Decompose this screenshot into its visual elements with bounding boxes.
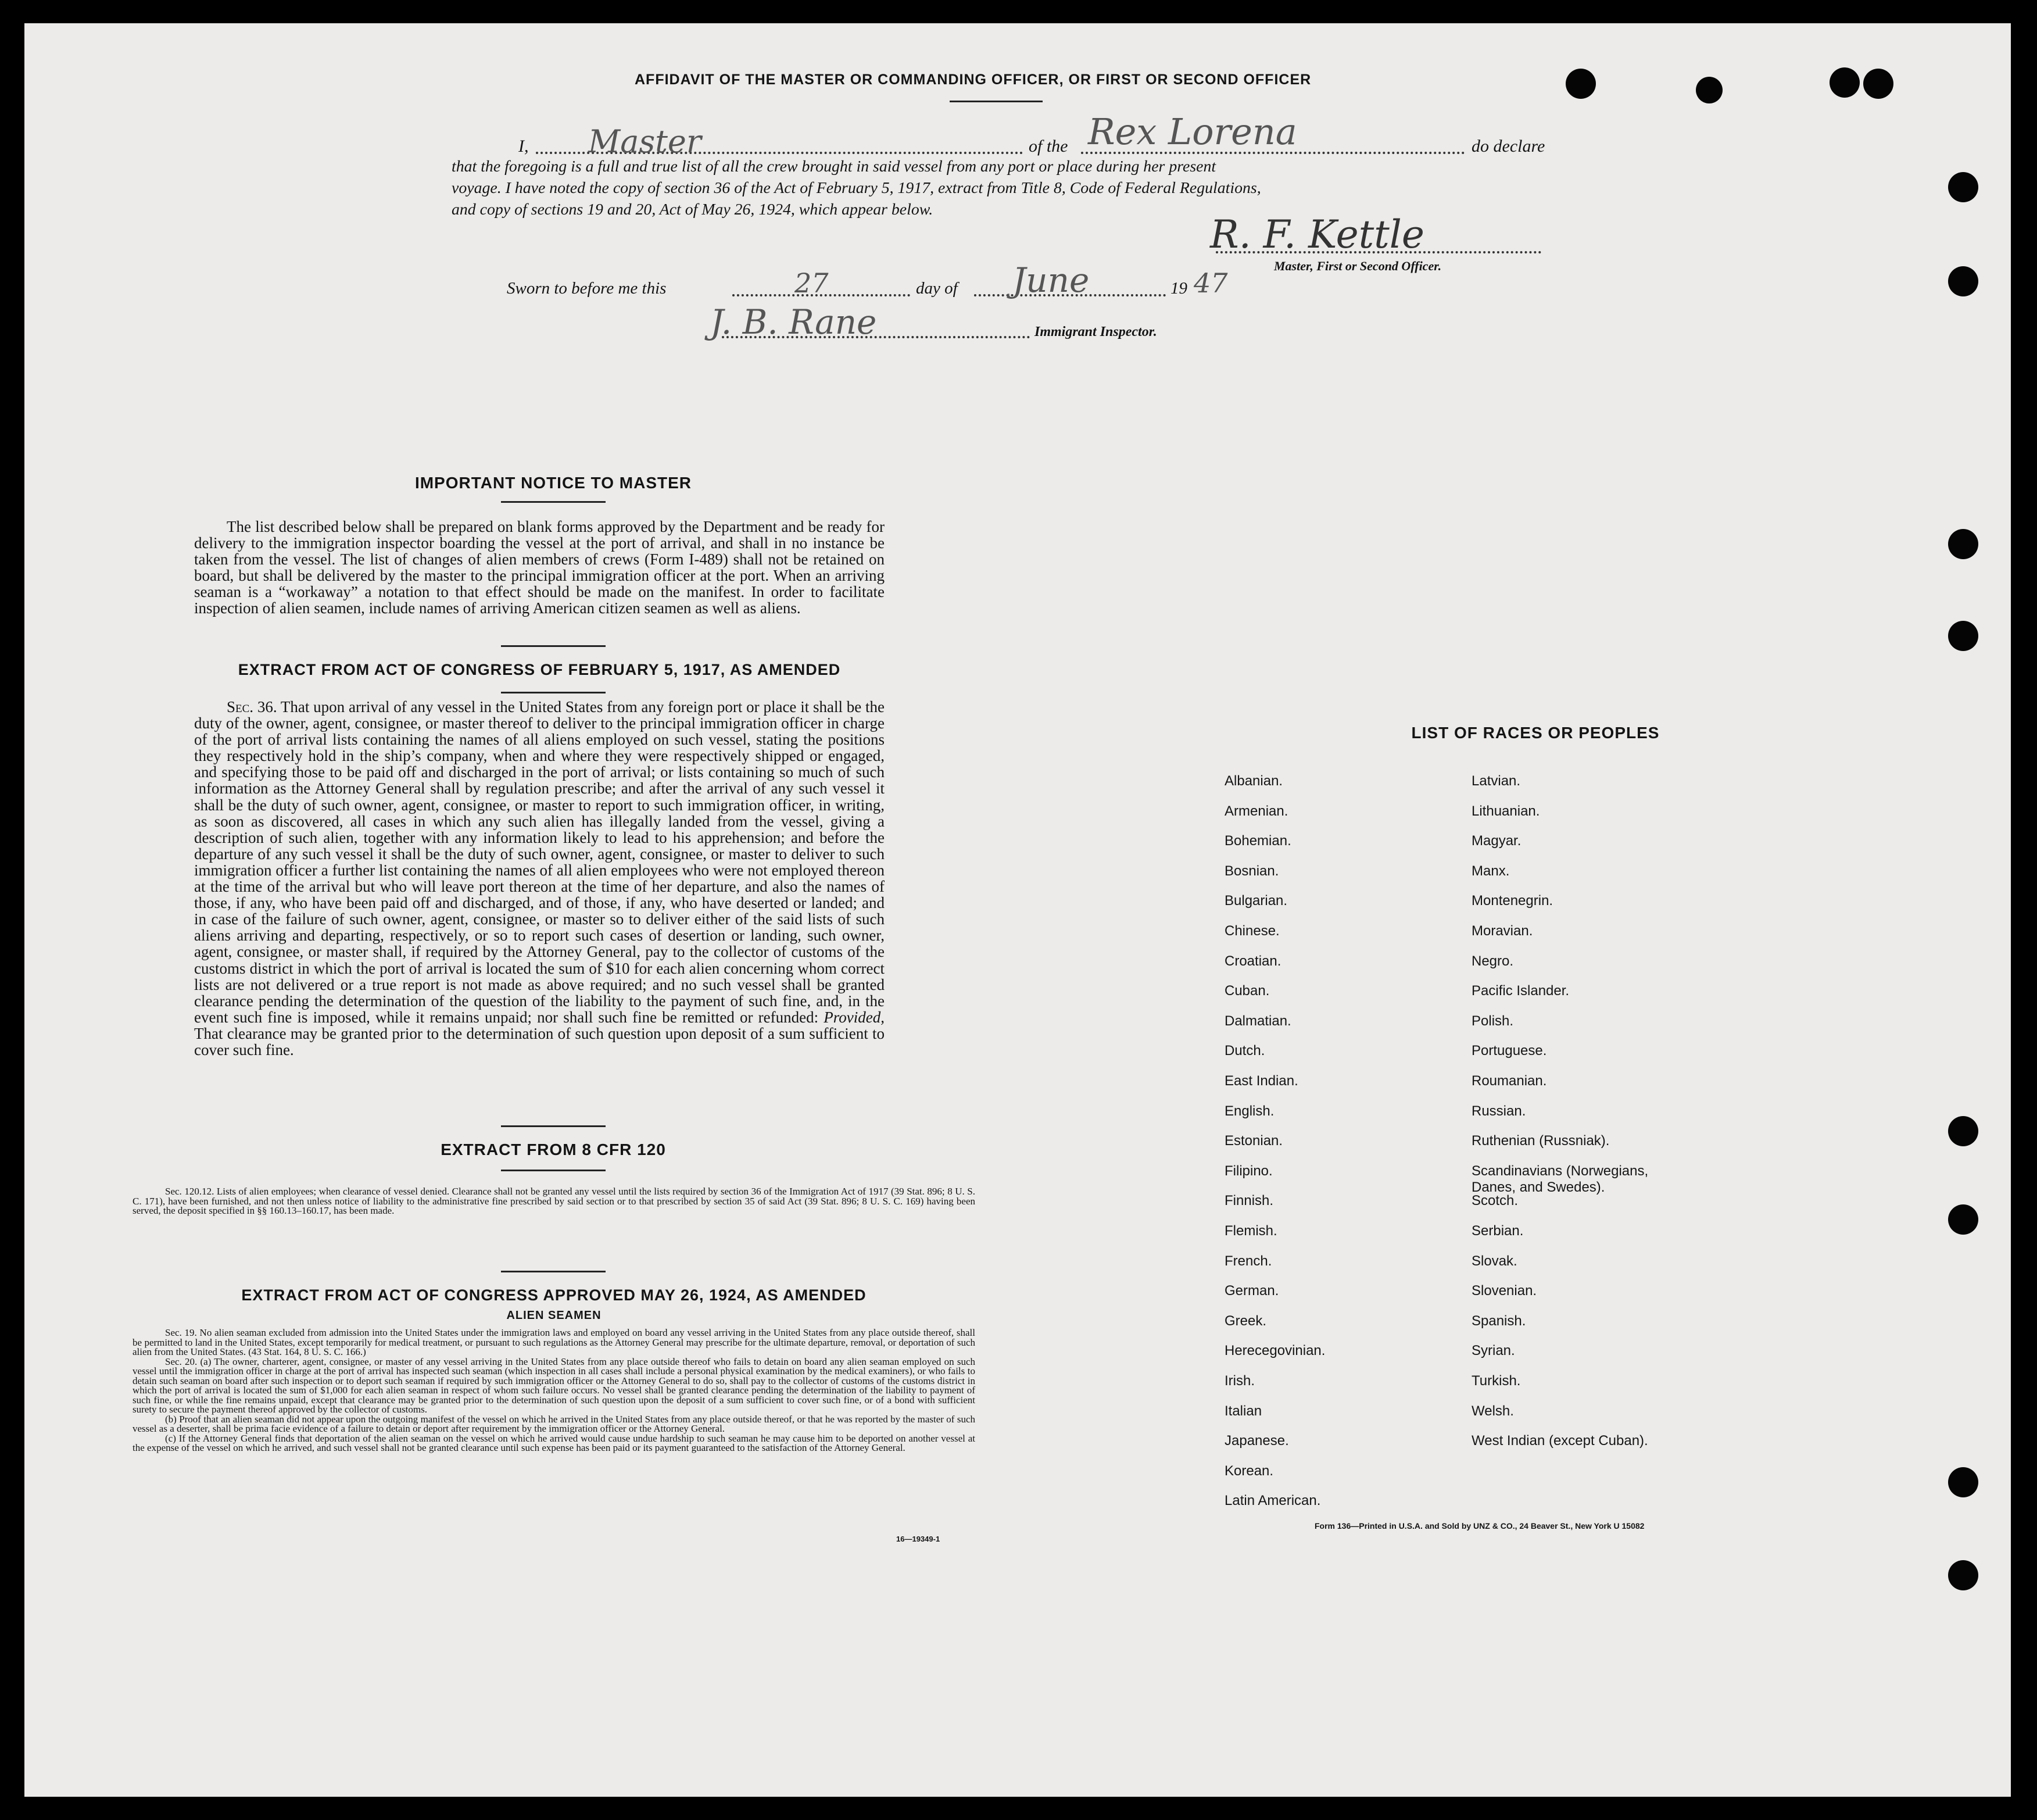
- race-item: Italian: [1225, 1403, 1262, 1419]
- race-item: Croatian.: [1225, 953, 1281, 969]
- race-item: Russian.: [1472, 1103, 1526, 1119]
- day-of-label: day of: [916, 279, 958, 298]
- race-item: Finnish.: [1225, 1193, 1274, 1209]
- separator-rule-2: [501, 1125, 606, 1127]
- punch-hole: [1863, 69, 1893, 99]
- affidavit-line-2: that the foregoing is a full and true list of all the crew brought in said vessel from any port or place during her present: [452, 158, 1216, 176]
- sec-36-label: Sec. 36.: [227, 698, 277, 716]
- race-item: Montenegrin.: [1472, 893, 1553, 909]
- race-item: Magyar.: [1472, 833, 1522, 849]
- of-the-label: of the: [1029, 137, 1068, 156]
- form-footer: Form 136—Printed in U.S.A. and Sold by UNZ & CO., 24 Beaver St., New York U 15082: [1315, 1521, 1645, 1531]
- race-item: Danes, and Swedes).: [1472, 1179, 1605, 1195]
- extract-1924-title: EXTRACT FROM ACT OF CONGRESS APPROVED MAY 26, 1924, AS AMENDED: [241, 1286, 867, 1304]
- punch-hole: [1948, 1116, 1978, 1146]
- punch-hole: [1948, 172, 1978, 202]
- punch-hole: [1696, 77, 1723, 103]
- race-item: Lithuanian.: [1472, 803, 1540, 819]
- affidavit-line-3: voyage. I have noted the copy of section 36 of the Act of February 5, 1917, extract from Title 8, Code of Federal Regulations,: [452, 179, 1261, 197]
- race-item: Bosnian.: [1225, 863, 1279, 879]
- race-item: Dalmatian.: [1225, 1013, 1291, 1029]
- punch-hole: [1948, 529, 1978, 559]
- sec-20c-text: (c) If the Attorney General finds that deportation of the alien seaman on the vessel on which he arrived would cause undue hardship to such seaman he may cause him to be deported on another vessel at the expense of the vessel on which he arrived, and such vessel shall not be granted clearance until such expense has been paid or its payment guaranteed to the satisfaction of the Attorney General.: [133, 1432, 975, 1453]
- race-item: Albanian.: [1225, 773, 1283, 789]
- notice-title: IMPORTANT NOTICE TO MASTER: [414, 474, 692, 492]
- form-code: 16—19349-1: [896, 1535, 940, 1543]
- race-item: Herecegovinian.: [1225, 1343, 1326, 1359]
- vessel-handwritten: Rex Lorena: [1088, 110, 1297, 153]
- race-item: Latin American.: [1225, 1493, 1321, 1509]
- month-handwritten: June: [1012, 260, 1090, 300]
- race-item: Roumanian.: [1472, 1073, 1547, 1089]
- separator-rule-1: [501, 645, 606, 647]
- form-sheet: [24, 23, 2011, 1797]
- race-item: Flemish.: [1225, 1223, 1277, 1239]
- cfr-text: Sec. 120.12. Lists of alien employees; when clearance of vessel denied. Clearance shall not be granted any vessel until the lists required by section 36 of the Immigration Act of 1917 (39 Stat. 896; 8 U. S. C. 171), have been furnished, and not then unless notice of liability to the administrative fine prescribed by said section or to that prescribed by section 35 of said Act (39 Stat. 896; 8 U. S. C. 169) having been served, the deposit specified in §§ 160.13–160.17, has been made.: [133, 1186, 975, 1216]
- race-item: Turkish.: [1472, 1373, 1521, 1389]
- sec-20b-text: (b) Proof that an alien seaman did not appear upon the outgoing manifest of the vessel on which he arrived in the United States from any place outside thereof, or that he was reported by the master of such vessel as a deserter, shall be prima facie evidence of a failure to detain or deport after requirement by the immigration officer or the Attorney General.: [133, 1413, 975, 1434]
- affidavit-title: AFFIDAVIT OF THE MASTER OR COMMANDING OFFICER, OR FIRST OR SECOND OFFICER: [635, 71, 1312, 88]
- race-item: Dutch.: [1225, 1043, 1265, 1059]
- master-label: Master, First or Second Officer.: [1274, 259, 1442, 273]
- race-item: Japanese.: [1225, 1433, 1289, 1449]
- separator-rule-3: [501, 1271, 606, 1272]
- races-title: LIST OF RACES OR PEOPLES: [1411, 724, 1660, 742]
- race-item: Estonian.: [1225, 1133, 1283, 1149]
- extract-1917-rule: [501, 692, 606, 693]
- race-item: Filipino.: [1225, 1163, 1273, 1179]
- master-signature: R. F. Kettle: [1210, 212, 1424, 257]
- punch-hole: [1948, 266, 1978, 296]
- race-item: West Indian (except Cuban).: [1472, 1433, 1648, 1449]
- race-item: Welsh.: [1472, 1403, 1514, 1419]
- race-item: Slovenian.: [1472, 1283, 1537, 1299]
- race-item: Chinese.: [1225, 923, 1280, 939]
- race-item: Ruthenian (Russniak).: [1472, 1133, 1610, 1149]
- day-handwritten: 27: [794, 267, 829, 299]
- punch-hole: [1948, 1204, 1978, 1235]
- year-prefix: 19: [1170, 279, 1187, 298]
- sec-36-text: Sec. 36. That upon arrival of any vessel in the United States from any foreign port or place it shall be the duty of the owner, agent, consignee, or master thereof to deliver to the principal immigration officer in charge of the port of arrival lists containing the names of all aliens employed on such vessel, stating the positions they respectively hold in the ship’s company, when and where they were respectively shipped or engaged, and specifying those to be paid off and discharged in the port of arrival; or lists containing so much of such information as the Attorney General shall by regulation prescribe; and after the arrival of any such vessel it shall be the duty of such owner, agent, consignee, or master to report to such immigration officer, in writing, as soon as discovered, all cases in which any such alien has illegally landed from the vessel, giving a description of such alien, together with any information likely to lead to his apprehension; and before the departure of any such vessel it shall be the duty of such owner, agent, consignee, or master to deliver to such immigration officer a further list containing the names of all alien employees who were not employed thereon at the time of the arrival but who will leave port thereon at the time of her departure, and also the names of those, if any, who have been paid off and discharged, and of those, if any, who have deserted or landed; and in case of the failure of such owner, agent, consignee, or master so to deliver either of the said lists of such aliens arriving and departing, respectively, or so to report such cases of desertion or landing, such owner, agent, consignee, or master shall, if required by the Attorney General, pay to the collector of customs of the customs district in which the port of arrival is located the sum of $10 for each alien concerning whom correct lists are not delivered or a true report is not made as above required; and no such vessel shall be granted clearance pending the determination of the question of the liability to the payment of such fine, and, in the event such fine is imposed, while it remains unpaid; nor shall such fine be remitted or refunded: Provided, That clearance may be granted prior to the determination of such question upon deposit of a sum sufficient to cover such fine.: [194, 698, 885, 1059]
- inspector-signature: J. B. Rane: [710, 302, 877, 342]
- extract-1917-title: EXTRACT FROM ACT OF CONGRESS OF FEBRUARY 5, 1917, AS AMENDED: [238, 661, 841, 678]
- inspector-line: [722, 336, 1030, 338]
- race-item: Scotch.: [1472, 1193, 1519, 1209]
- race-item: Bohemian.: [1225, 833, 1291, 849]
- race-item: Negro.: [1472, 953, 1514, 969]
- i-label: I,: [518, 137, 529, 156]
- sworn-label: Sworn to before me this: [507, 279, 667, 298]
- race-item: Portuguese.: [1472, 1043, 1547, 1059]
- extract-1924-text: [133, 1328, 975, 1453]
- inspector-label: Immigrant Inspector.: [1034, 324, 1157, 339]
- race-item: Bulgarian.: [1225, 893, 1288, 909]
- race-item: Spanish.: [1472, 1313, 1526, 1329]
- signature-line: [1216, 251, 1541, 253]
- race-item: Scandinavians (Norwegians,: [1472, 1163, 1649, 1179]
- cfr-title: EXTRACT FROM 8 CFR 120: [441, 1140, 666, 1158]
- punch-hole: [1948, 1560, 1978, 1590]
- race-item: Latvian.: [1472, 773, 1521, 789]
- affidavit-line-4: and copy of sections 19 and 20, Act of May 26, 1924, which appear below.: [452, 201, 933, 219]
- race-item: English.: [1225, 1103, 1275, 1119]
- race-item: Manx.: [1472, 863, 1510, 879]
- punch-hole: [1948, 621, 1978, 651]
- race-item: Serbian.: [1472, 1223, 1524, 1239]
- punch-hole: [1566, 69, 1596, 99]
- notice-text: The list described below shall be prepared on blank forms approved by the Department and be ready for delivery to the immigration inspector boarding the vessel at the port of arrival, and shall in no instance be taken from the vessel. The list of changes of alien members of crews (Form I-489) shall not be retained on board, but shall be delivered by the master to the principal immigration officer at the port. When an arriving seaman is a “workaway” a notation to that effect should be made on the manifest. In order to facilitate inspection of alien seamen, include names of arriving American citizen seamen as well as aliens.: [194, 518, 885, 617]
- master-handwritten: Master: [588, 123, 701, 160]
- race-item: Polish.: [1472, 1013, 1514, 1029]
- punch-hole: [1948, 1467, 1978, 1497]
- do-declare-label: do declare: [1472, 137, 1545, 156]
- race-item: Syrian.: [1472, 1343, 1515, 1359]
- title-rule: [950, 101, 1043, 102]
- sec-19-text: Sec. 19. No alien seaman excluded from admission into the United States under the immigration laws and employed on board any vessel arriving in the United States from any place outside thereof, shall be permitted to land in the United States, except temporarily for medical treatment, or pursuant to such regulations as the Attorney General may prescribe for the ultimate departure, removal, or deportation of such alien from the United States. (43 Stat. 164, 8 U. S. C. 166.): [133, 1327, 975, 1357]
- cfr-rule: [501, 1170, 606, 1171]
- race-item: East Indian.: [1225, 1073, 1298, 1089]
- race-item: Armenian.: [1225, 803, 1288, 819]
- race-item: Moravian.: [1472, 923, 1533, 939]
- year-handwritten: 47: [1194, 267, 1228, 299]
- notice-rule: [501, 501, 606, 503]
- race-item: Pacific Islander.: [1472, 983, 1570, 999]
- race-item: Korean.: [1225, 1463, 1274, 1479]
- race-item: Slovak.: [1472, 1253, 1517, 1269]
- alien-seamen-subtitle: ALIEN SEAMEN: [506, 1309, 602, 1322]
- race-item: Irish.: [1225, 1373, 1255, 1389]
- race-item: Cuban.: [1225, 983, 1270, 999]
- sec-20a-text: Sec. 20. (a) The owner, charterer, agent, consignee, or master of any vessel arriving in the United States from any place outside thereof who fails to detain on board any alien seaman employed on such vessel until the immigration officer in charge at the port of arrival has inspected such seaman (which inspection in all cases shall include a personal physical examination by the medical examiners), or who fails to detain such seaman on board after such inspection or to deport such seaman if required by such immigration officer or the Attorney General to do so, shall pay to the collector of customs of the customs district in which the port of arrival is located the sum of $1,000 for each alien seaman in respect of whom such failure occurs. No vessel shall be granted clearance pending the determination of the liability to payment of such fine, or while the fine remains unpaid, except that clearance may be granted prior to the determination of such question upon the deposit of a sum sufficient to cover such fine, or of a bond with sufficient surety to secure the payment thereof approved by the collector of customs.: [133, 1356, 975, 1415]
- race-item: Greek.: [1225, 1313, 1267, 1329]
- punch-hole: [1830, 67, 1860, 98]
- race-item: German.: [1225, 1283, 1279, 1299]
- race-item: French.: [1225, 1253, 1272, 1269]
